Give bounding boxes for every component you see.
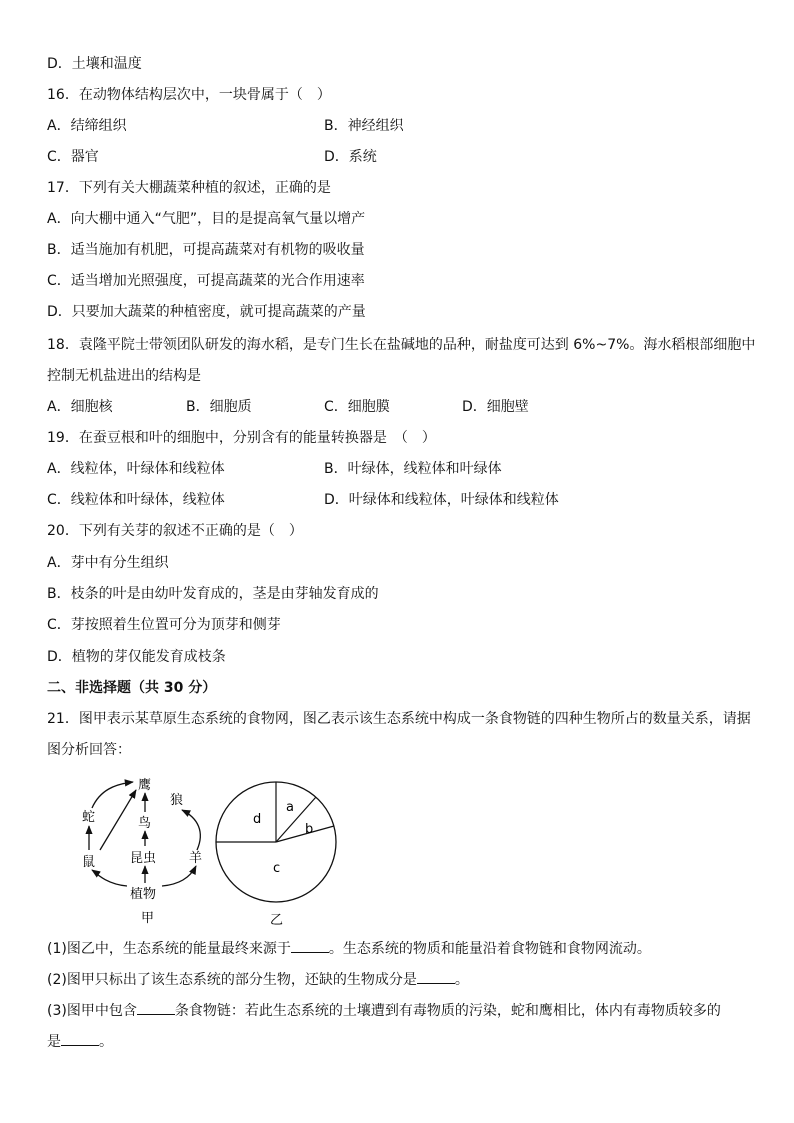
q20-option-c: C．芽按照着生位置可分为顶芽和侧芽 — [47, 617, 281, 633]
q21-part3-text-a: (3)图甲中包含 — [47, 1003, 137, 1019]
food-web-label-bird: 鸟 — [138, 816, 152, 831]
q21-part3-cont — [47, 1031, 113, 1052]
q15-option-d: D．土壤和温度 — [47, 56, 142, 72]
q17-option-b: B．适当施加有机肥，可提高蔬菜对有机物的吸收量 — [47, 242, 365, 258]
arrow-sheep-wolf — [182, 810, 200, 850]
food-web-diagram — [82, 778, 202, 926]
arrow-plant-mouse — [92, 870, 127, 886]
q20-stem: 20．下列有关芽的叙述不正确的是（ ） — [47, 523, 303, 539]
q17-option-d: D．只要加大蔬菜的种植密度，就可提高蔬菜的产量 — [47, 304, 366, 320]
q19-stem: 19．在蚕豆根和叶的细胞中，分别含有的能量转换器是 （ ） — [47, 430, 436, 446]
q21-part3-text-c: 是 — [47, 1034, 61, 1050]
q18-stem-line1: 18．袁隆平院士带领团队研发的海水稻，是专门生长在盐碱地的品种，耐盐度可达到 6%~7%。海水稻根部细胞中 — [47, 337, 756, 353]
q20-option-a: A．芽中有分生组织 — [47, 555, 169, 571]
pie-diagram — [216, 782, 336, 928]
q20-option-d: D．植物的芽仅能发育成枝条 — [47, 649, 226, 665]
q16-option-a: A．结缔组织 — [47, 118, 127, 134]
q21-part2-text-a: (2)图甲只标出了该生态系统的部分生物，还缺的生物成分是 — [47, 972, 417, 988]
food-web-caption: 甲 — [141, 911, 155, 926]
q21-part3 — [47, 1000, 721, 1021]
q16-option-b: B．神经组织 — [324, 118, 404, 134]
pie-label-b: b — [305, 822, 314, 837]
arrow-plant-sheep — [162, 866, 196, 886]
q18-option-a: A．细胞核 — [47, 399, 113, 415]
arrow-mouse-eagle — [100, 790, 136, 850]
food-web-label-insect: 昆虫 — [130, 851, 157, 866]
q17-option-a: A．向大棚中通入“气肥”，目的是提高氧气量以增产 — [47, 211, 366, 227]
food-web-label-wolf: 狼 — [170, 793, 184, 808]
q16-option-d: D．系统 — [324, 149, 377, 165]
q16-stem: 16．在动物体结构层次中，一块骨属于（ ） — [47, 87, 331, 103]
q19-option-d: D．叶绿体和线粒体，叶绿体和线粒体 — [324, 492, 559, 508]
q21-stem-line1: 21．图甲表示某草原生态系统的食物网，图乙表示该生态系统中构成一条食物链的四种生物所占的数量关系，请据 — [47, 711, 751, 727]
answer-blank-1[interactable] — [291, 938, 329, 953]
q21-part3-text-b: 条食物链：若此生态系统的土壤遭到有毒物质的污染，蛇和鹰相比，体内有毒物质较多的 — [174, 1003, 721, 1019]
q21-part2 — [47, 969, 469, 990]
food-web-label-mouse: 鼠 — [82, 855, 96, 870]
q21-figures — [0, 760, 794, 935]
q17-stem: 17．下列有关大棚蔬菜种植的叙述，正确的是 — [47, 180, 331, 196]
pie-label-c: c — [273, 861, 281, 876]
pie-label-a: a — [286, 800, 294, 815]
food-web-label-sheep: 羊 — [189, 851, 203, 866]
q18-option-d: D．细胞壁 — [462, 399, 529, 415]
q21-part1-text-b: 。生态系统的物质和能量沿着食物链和食物网流动。 — [328, 941, 651, 957]
q18-stem-line2: 控制无机盐进出的结构是 — [47, 368, 201, 384]
q21-stem-line2: 图分析回答： — [47, 742, 131, 758]
q16-option-c: C．器官 — [47, 149, 99, 165]
q21-part1 — [47, 938, 651, 959]
q19-option-c: C．线粒体和叶绿体，线粒体 — [47, 492, 225, 508]
answer-blank-2[interactable] — [417, 969, 455, 984]
q20-option-b: B．枝条的叶是由幼叶发育成的，茎是由芽轴发育成的 — [47, 586, 379, 602]
food-web-label-eagle: 鹰 — [138, 778, 152, 793]
pie-label-d: d — [253, 812, 262, 827]
food-web-label-plant: 植物 — [130, 887, 157, 902]
q18-option-c: C．细胞膜 — [324, 399, 390, 415]
food-web-label-snake: 蛇 — [82, 810, 96, 825]
q21-part3-text-d: 。 — [99, 1034, 113, 1050]
answer-blank-3[interactable] — [137, 1000, 175, 1015]
q18-option-b: B．细胞质 — [186, 399, 252, 415]
q21-part1-text-a: (1)图乙中，生态系统的能量最终来源于 — [47, 941, 291, 957]
answer-blank-4[interactable] — [61, 1031, 99, 1046]
q21-part2-text-b: 。 — [454, 972, 469, 988]
section-heading: 二、非选择题（共 30 分） — [47, 680, 217, 696]
q19-option-b: B．叶绿体，线粒体和叶绿体 — [324, 461, 502, 477]
q17-option-c: C．适当增加光照强度，可提高蔬菜的光合作用速率 — [47, 273, 365, 289]
pie-caption: 乙 — [270, 913, 284, 928]
q19-option-a: A．线粒体，叶绿体和线粒体 — [47, 461, 225, 477]
